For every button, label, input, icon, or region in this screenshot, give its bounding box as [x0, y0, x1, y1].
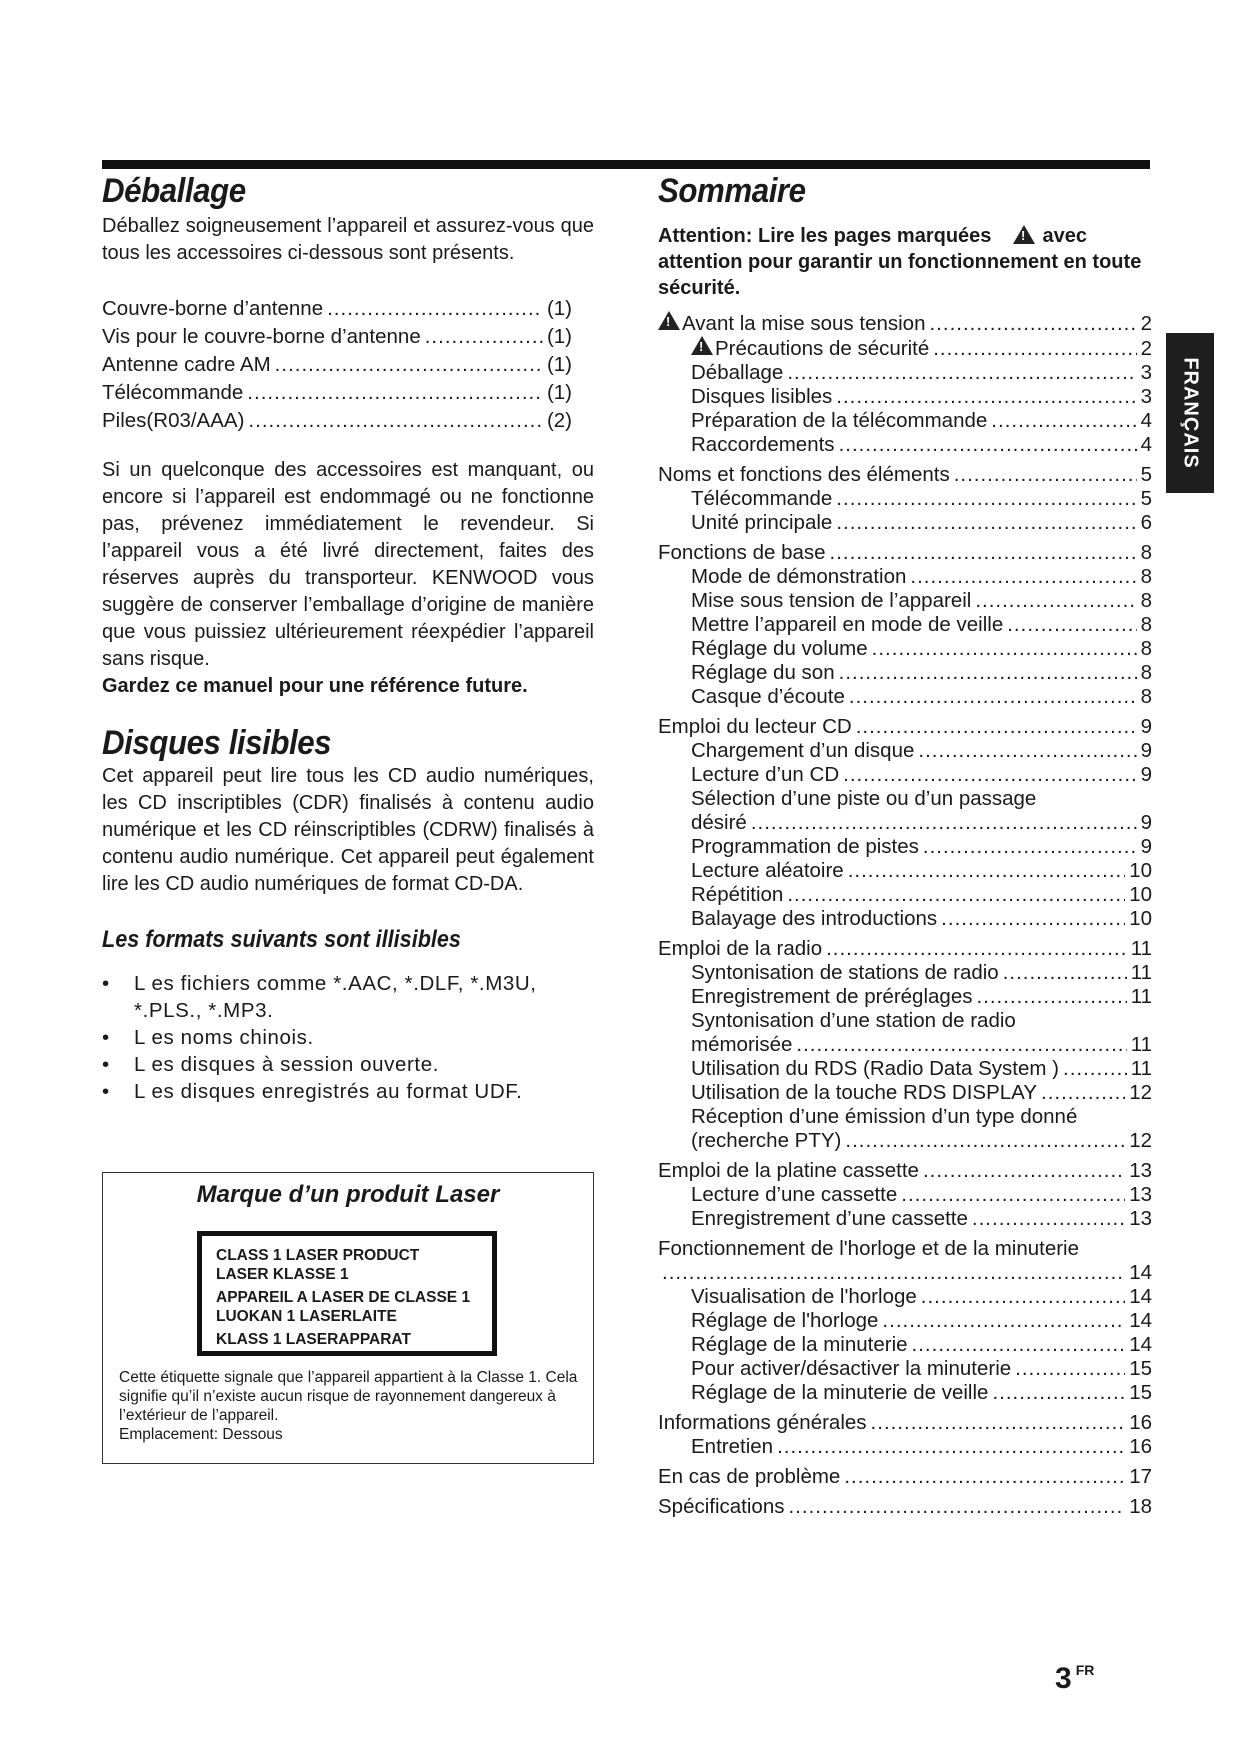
deballage-title: Déballage — [102, 172, 246, 210]
missing-text: Si un quelconque des accessoires est manquant, ou encore si l’appareil est endommagé ou ne fonctionne pas, prévenez immédiatement le revendeur. Si l’appareil vous a été livré directement, faites des réserves auprès du transporteur. KENWOOD vous suggère de conserver l’emballage d’origine de manière que vous puissiez ultérieurement réexpédier l’appareil sans risque. — [102, 459, 594, 670]
toc-page: 8 — [1140, 661, 1152, 684]
toc-entry[interactable] — [658, 1009, 1152, 1057]
leader-dots — [843, 763, 1136, 787]
toc-page: 9 — [1140, 763, 1152, 786]
toc-label: Télécommande — [691, 487, 833, 510]
toc-entry[interactable] — [658, 1381, 1152, 1405]
toc-label: Lecture aléatoire — [691, 859, 844, 882]
accessory-label: Couvre-borne d’antenne — [102, 297, 324, 320]
toc-page: 9 — [1140, 739, 1152, 762]
laser-box — [102, 1172, 594, 1464]
toc-page: 11 — [1130, 1033, 1152, 1056]
toc-label: Lecture d’une cassette — [691, 1183, 898, 1206]
toc-page: 10 — [1129, 883, 1152, 906]
toc-page: 10 — [1129, 859, 1152, 882]
toc-label: Réglage du volume — [691, 637, 868, 660]
toc-label: Réception d’une émission d’un type donné — [691, 1105, 1078, 1128]
toc-entry[interactable] — [658, 1435, 1152, 1459]
leader-dots — [910, 565, 1136, 589]
toc-label: Réglage de la minuterie — [691, 1333, 908, 1356]
toc-label: Préparation de la télécommande — [691, 409, 988, 432]
toc-label: Syntonisation d’une station de radio — [691, 1009, 1016, 1032]
leader-dots — [975, 589, 1136, 613]
toc-label: Unité principale — [691, 511, 833, 534]
leader-dots — [972, 1207, 1125, 1231]
toc-entry[interactable] — [658, 985, 1152, 1009]
toc-label: Mise sous tension de l’appareil — [691, 589, 972, 612]
leader-dots — [941, 907, 1125, 931]
toc-label: Emploi de la radio — [658, 937, 823, 960]
laser-title: Marque d’un produit Laser — [196, 1181, 500, 1208]
toc-label-cont: (recherche PTY) — [691, 1129, 842, 1152]
toc-label: Lecture d’un CD — [691, 763, 840, 786]
toc-entry[interactable] — [658, 661, 1152, 685]
accessory-label: Télécommande — [102, 381, 244, 404]
toc-entry[interactable] — [658, 1159, 1152, 1183]
toc-page: 8 — [1140, 613, 1152, 636]
leader-dots — [845, 1129, 1125, 1153]
toc-label: Disques lisibles — [691, 385, 833, 408]
accessory-label: Antenne cadre AM — [102, 353, 271, 376]
laser-label-line: KLASS 1 LASERAPPARAT — [216, 1331, 411, 1348]
disques-text: Cet appareil peut lire tous les CD audio numériques, les CD inscriptibles (CDR) finalisés à contenu audio numérique et les CD réinscriptibles (CDRW) finalisés à contenu audio numérique. Cet appareil peut également lire les CD audio numériques de format CD-DA. — [102, 765, 594, 895]
toc-page: 5 — [1140, 487, 1152, 510]
laser-label-line: LASER KLASSE 1 — [216, 1266, 349, 1283]
leader-dots — [1063, 1057, 1127, 1081]
toc-label: Emploi du lecteur CD — [658, 715, 852, 738]
toc-page: 9 — [1140, 835, 1152, 858]
warning-icon — [658, 311, 680, 330]
toc-entry[interactable] — [658, 835, 1152, 859]
attention-text-b: avec attention pour garantir un fonctionnement en toute sécurité. — [658, 225, 1142, 299]
toc-entry[interactable] — [658, 1465, 1152, 1489]
laser-location: Emplacement: Dessous — [119, 1426, 283, 1443]
toc-page: 14 — [1129, 1285, 1152, 1308]
toc-entry[interactable] — [658, 1285, 1152, 1309]
leader-dots — [856, 715, 1137, 739]
toc-page: 15 — [1129, 1381, 1152, 1404]
laser-label-line: LUOKAN 1 LASERLAITE — [216, 1308, 397, 1325]
leader-dots — [796, 1033, 1126, 1057]
toc-page: 12 — [1129, 1129, 1152, 1152]
illisibles-title: Les formats suivants sont illisibles — [102, 926, 461, 953]
toc-entry[interactable] — [658, 937, 1152, 961]
toc-label: Noms et fonctions des éléments — [658, 463, 950, 486]
leader-dots — [836, 385, 1136, 409]
toc-entry[interactable] — [658, 859, 1152, 883]
toc-entry[interactable] — [658, 361, 1152, 385]
language-tab-label: FRANÇAIS — [1179, 357, 1202, 469]
leader-dots — [826, 937, 1127, 961]
toc-label: Précautions de sécurité — [715, 337, 930, 360]
toc-page: 13 — [1129, 1207, 1152, 1230]
toc-page: 13 — [1129, 1183, 1152, 1206]
toc-label: Enregistrement d’une cassette — [691, 1207, 968, 1230]
laser-label-line: APPAREIL A LASER DE CLASSE 1 — [216, 1289, 471, 1306]
page-number — [1055, 1662, 1094, 1696]
leader-dots — [839, 661, 1137, 685]
accessory-qty: (1) — [546, 353, 572, 376]
toc-page: 9 — [1140, 715, 1152, 738]
toc-page: 8 — [1140, 565, 1152, 588]
toc-label-cont: mémorisée — [691, 1033, 793, 1056]
right-column — [658, 172, 1152, 1519]
toc-label: Mode de démonstration — [691, 565, 907, 588]
leader-dots — [839, 433, 1137, 457]
warning-icon — [1013, 225, 1035, 244]
keep-manual-note: Gardez ce manuel pour une référence future. — [102, 675, 528, 697]
leader-dots — [954, 463, 1137, 487]
leader-dots — [777, 1435, 1125, 1459]
accessory-item — [102, 351, 572, 379]
leader-dots — [248, 407, 543, 435]
toc-entry[interactable] — [658, 409, 1152, 433]
leader-dots — [830, 541, 1137, 565]
leader-dots — [1003, 961, 1127, 985]
toc-label: Réglage de l'horloge — [691, 1309, 879, 1332]
leader-dots — [1041, 1081, 1125, 1105]
leader-dots — [871, 1411, 1126, 1435]
toc-page: 11 — [1130, 961, 1152, 984]
disques-title: Disques lisibles — [102, 724, 332, 762]
toc-page: 8 — [1140, 589, 1152, 612]
leader-dots — [933, 337, 1136, 361]
toc-entry[interactable] — [658, 613, 1152, 637]
toc-label: Réglage de la minuterie de veille — [691, 1381, 989, 1404]
toc-entry[interactable] — [658, 311, 1152, 336]
toc-label: Emploi de la platine cassette — [658, 1159, 919, 1182]
laser-note — [119, 1368, 581, 1444]
toc-page: 2 — [1140, 337, 1152, 360]
toc-label: Pour activer/désactiver la minuterie — [691, 1357, 1012, 1380]
leader-dots — [662, 1261, 1125, 1285]
toc-page: 16 — [1129, 1435, 1152, 1458]
toc-page: 10 — [1129, 907, 1152, 930]
toc-page: 2 — [1140, 312, 1152, 335]
toc-entry[interactable] — [658, 787, 1152, 835]
leader-dots — [918, 739, 1136, 763]
leader-dots — [836, 487, 1136, 511]
toc-page: 11 — [1130, 985, 1152, 1008]
accessory-list — [102, 295, 572, 435]
page-lang: FR — [1075, 1662, 1095, 1678]
toc-entry[interactable] — [658, 336, 1152, 361]
laser-label — [197, 1231, 497, 1356]
toc-page: 4 — [1140, 433, 1152, 456]
language-tab — [1166, 333, 1214, 493]
toc-entry[interactable] — [658, 385, 1152, 409]
leader-dots — [929, 312, 1136, 336]
accessory-item — [102, 323, 572, 351]
toc-entry[interactable] — [658, 715, 1152, 739]
toc-page: 11 — [1130, 1057, 1152, 1080]
toc-entry[interactable] — [658, 739, 1152, 763]
leader-dots — [836, 511, 1136, 535]
table-of-contents — [658, 311, 1152, 1519]
accessory-qty: (1) — [546, 381, 572, 404]
toc-entry[interactable] — [658, 1333, 1152, 1357]
header-rule — [102, 160, 1150, 169]
laser-note-text: Cette étiquette signale que l’appareil appartient à la Classe 1. Cela signifie qu’il n’existe aucun risque de rayonnement dangereux à l’extérieur de l’appareil. — [119, 1369, 578, 1424]
toc-label: Casque d’écoute — [691, 685, 845, 708]
toc-page: 3 — [1140, 361, 1152, 384]
toc-entry[interactable] — [658, 907, 1152, 931]
leader-dots — [912, 1333, 1126, 1357]
toc-entry[interactable] — [658, 487, 1152, 511]
toc-entry[interactable] — [658, 1183, 1152, 1207]
toc-page: 8 — [1140, 685, 1152, 708]
toc-page: 17 — [1129, 1465, 1152, 1488]
accessory-qty: (1) — [546, 325, 572, 348]
leader-dots — [882, 1309, 1125, 1333]
leader-dots — [1007, 613, 1136, 637]
leader-dots — [848, 859, 1125, 883]
attention-text-a: Attention: Lire les pages marquées — [658, 225, 992, 247]
toc-page: 4 — [1140, 409, 1152, 432]
leader-dots — [849, 685, 1137, 709]
toc-entry[interactable] — [658, 1411, 1152, 1435]
leader-dots — [992, 1381, 1125, 1405]
toc-page: 14 — [1129, 1333, 1152, 1356]
toc-label: Syntonisation de stations de radio — [691, 961, 999, 984]
page-number-value: 3 — [1055, 1662, 1072, 1695]
illisibles-list — [102, 970, 594, 1105]
illisible-item: • L es disques enregistrés au format UDF. — [102, 1078, 594, 1105]
toc-entry[interactable] — [658, 1057, 1152, 1081]
accessory-label: Vis pour le couvre-borne d’antenne — [102, 325, 421, 348]
accessory-item — [102, 407, 572, 435]
accessory-item — [102, 379, 572, 407]
toc-entry[interactable] — [658, 883, 1152, 907]
leader-dots — [872, 637, 1137, 661]
toc-label: Utilisation de la touche RDS DISPLAY — [691, 1081, 1038, 1104]
warning-icon — [691, 336, 713, 355]
toc-entry[interactable] — [658, 1105, 1152, 1153]
toc-label: Déballage — [691, 361, 784, 384]
toc-entry[interactable] — [658, 1207, 1152, 1231]
toc-entry[interactable] — [658, 1237, 1152, 1285]
toc-entry[interactable] — [658, 1495, 1152, 1519]
toc-label: Répétition — [691, 883, 784, 906]
toc-entry[interactable] — [658, 961, 1152, 985]
toc-entry[interactable] — [658, 763, 1152, 787]
toc-label: Spécifications — [658, 1495, 785, 1518]
toc-label: Chargement d’un disque — [691, 739, 915, 762]
toc-entry[interactable] — [658, 1081, 1152, 1105]
leader-dots — [787, 883, 1125, 907]
toc-entry[interactable] — [658, 433, 1152, 457]
leader-dots — [247, 379, 543, 407]
illisible-item: • L es disques à session ouverte. — [102, 1051, 594, 1078]
accessory-item — [102, 295, 572, 323]
leader-dots — [425, 323, 543, 351]
toc-page: 8 — [1140, 637, 1152, 660]
accessory-label: Piles(R03/AAA) — [102, 409, 245, 432]
leader-dots — [923, 1159, 1125, 1183]
accessory-qty: (2) — [546, 409, 572, 432]
toc-page: 6 — [1140, 511, 1152, 534]
toc-page: 5 — [1140, 463, 1152, 486]
leader-dots — [923, 835, 1137, 859]
toc-label-cont: désiré — [691, 811, 747, 834]
leader-dots — [921, 1285, 1125, 1309]
toc-page: 3 — [1140, 385, 1152, 408]
toc-label: Balayage des introductions — [691, 907, 938, 930]
toc-entry[interactable] — [658, 541, 1152, 565]
toc-page: 18 — [1129, 1495, 1152, 1518]
toc-page: 14 — [1129, 1261, 1152, 1284]
leader-dots — [275, 351, 543, 379]
leader-dots — [751, 811, 1137, 835]
toc-label: Utilisation du RDS (Radio Data System ) — [691, 1057, 1059, 1080]
toc-page: 8 — [1140, 541, 1152, 564]
toc-label: Entretien — [691, 1435, 774, 1458]
sommaire-title: Sommaire — [658, 172, 806, 210]
illisible-item: • L es noms chinois. — [102, 1024, 594, 1051]
leader-dots — [991, 409, 1136, 433]
left-column — [102, 172, 594, 1443]
toc-entry[interactable] — [658, 685, 1152, 709]
toc-label: Fonctionnement de l'horloge et de la minuterie — [658, 1237, 1080, 1260]
toc-label: En cas de problème — [658, 1465, 841, 1488]
toc-entry[interactable] — [658, 511, 1152, 535]
toc-label: Sélection d’une piste ou d’un passage — [691, 787, 1037, 810]
toc-label: Avant la mise sous tension — [682, 312, 926, 335]
deballage-intro: Déballez soigneusement l’appareil et assurez-vous que tous les accessoires ci-dessous sont présents. — [102, 215, 594, 264]
toc-entry[interactable] — [658, 565, 1152, 589]
toc-page: 11 — [1130, 937, 1152, 960]
leader-dots — [787, 361, 1136, 385]
toc-entry[interactable] — [658, 1309, 1152, 1333]
leader-dots — [327, 295, 543, 323]
toc-page: 12 — [1129, 1081, 1152, 1104]
toc-label: Visualisation de l'horloge — [691, 1285, 917, 1308]
leader-dots — [1015, 1357, 1125, 1381]
toc-label: Mettre l’appareil en mode de veille — [691, 613, 1004, 636]
toc-label: Raccordements — [691, 433, 835, 456]
leader-dots — [788, 1495, 1125, 1519]
laser-label-line: CLASS 1 LASER PRODUCT — [216, 1247, 420, 1264]
toc-label: Réglage du son — [691, 661, 835, 684]
leader-dots — [901, 1183, 1125, 1207]
attention-note — [658, 223, 1152, 301]
toc-label: Fonctions de base — [658, 541, 826, 564]
illisible-item: • L es fichiers comme *.AAC, *.DLF, *.M3U, *.PLS., *.MP3. — [102, 970, 594, 1024]
toc-label: Informations générales — [658, 1411, 867, 1434]
toc-label: Enregistrement de préréglages — [691, 985, 973, 1008]
toc-entry[interactable] — [658, 1357, 1152, 1381]
toc-entry[interactable] — [658, 589, 1152, 613]
toc-entry[interactable] — [658, 637, 1152, 661]
accessory-qty: (1) — [546, 297, 572, 320]
toc-page: 16 — [1129, 1411, 1152, 1434]
toc-entry[interactable] — [658, 463, 1152, 487]
leader-dots — [976, 985, 1126, 1009]
toc-label: Programmation de pistes — [691, 835, 919, 858]
toc-page: 15 — [1129, 1357, 1152, 1380]
toc-page: 9 — [1140, 811, 1152, 834]
toc-page: 13 — [1129, 1159, 1152, 1182]
toc-page: 14 — [1129, 1309, 1152, 1332]
leader-dots — [844, 1465, 1125, 1489]
